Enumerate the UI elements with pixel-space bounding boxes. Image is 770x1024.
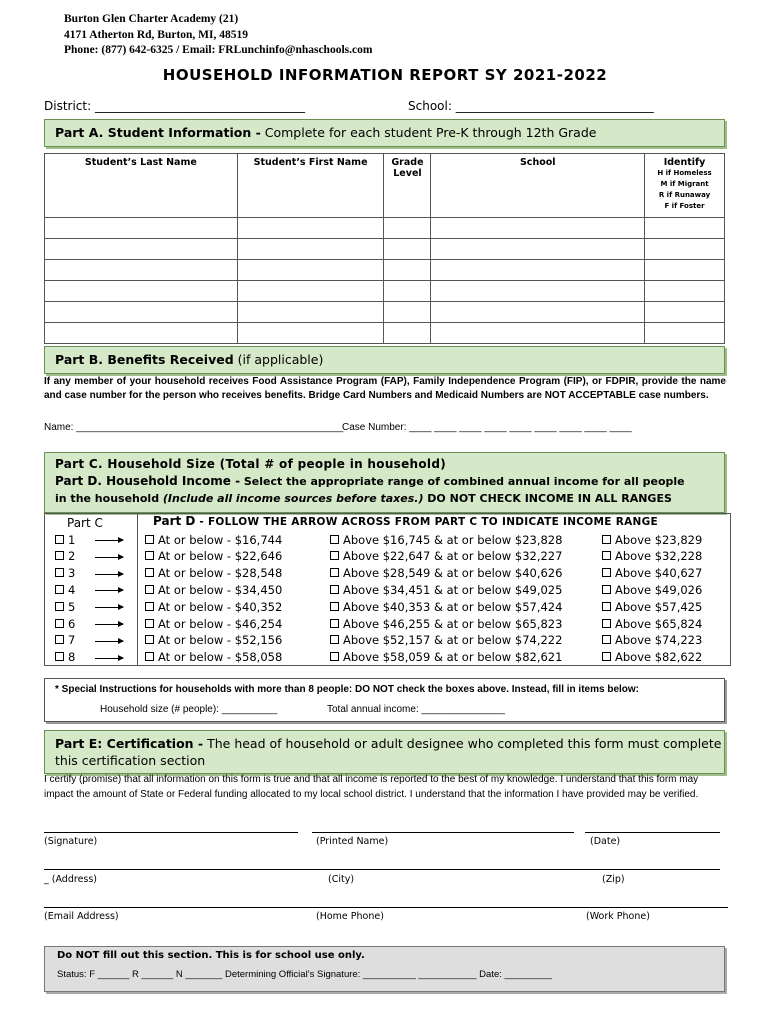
checkbox[interactable] [330,635,339,644]
arrow-right-icon [95,590,123,591]
part-c-title: Part C. Household Size (Total # of people in household) [55,457,447,471]
checkbox[interactable] [330,652,339,661]
case-number-field[interactable]: Case Number: ____ ____ ____ ____ ____ ____ ____ ____ ____ [342,422,632,433]
checkbox[interactable] [330,535,339,544]
arrow-right-icon [95,624,123,625]
household-size-option[interactable]: 3 [55,565,75,582]
part-cd-header [44,452,725,513]
address-field[interactable]: _ (Address) [44,874,98,885]
table-row[interactable] [45,239,725,260]
part-e-header [44,730,725,774]
part-e-subtitle: The head of household or adult designee who completed this form must complete this certification section [55,736,722,768]
checkbox[interactable] [330,568,339,577]
part-d-instruction: in the household (Include all income sources before taxes.) DO NOT CHECK INCOME IN ALL RANGES [55,492,672,505]
income-range-high[interactable]: Above $23,829 [602,532,702,549]
checkbox[interactable] [330,619,339,628]
household-size-option[interactable]: 8 [55,649,75,666]
signature-field[interactable]: (Signature) [44,836,98,847]
income-range-low[interactable]: At or below - $22,646 [145,548,282,565]
income-range-high[interactable]: Above $40,627 [602,565,702,582]
certification-text: I certify (promise) that all information on this form is true and that all income is reported to the best of my knowledge. I understand that this form may impact the amount of State or Federal funding allocated to my local school district. I understand that the information I have provided may be verified. [44,774,699,800]
checkbox[interactable] [602,619,611,628]
part-d-title: Part D. Household Income - Select the appropriate range of combined annual income for all people [55,474,685,488]
col-first-name: Student’s First Name [237,154,384,218]
checkbox[interactable] [145,551,154,560]
total-income-field[interactable]: Total annual income: _______________ [327,704,505,715]
table-row[interactable] [45,323,725,344]
table-row[interactable] [45,218,725,239]
income-range-mid[interactable]: Above $52,157 & at or below $74,222 [330,632,562,649]
identify-code-r: R if Runaway [658,191,711,199]
checkbox[interactable] [602,551,611,560]
checkbox[interactable] [602,635,611,644]
checkbox[interactable] [330,551,339,560]
table-row[interactable] [45,260,725,281]
income-range-low[interactable]: At or below - $46,254 [145,616,282,633]
col-school: School [431,154,645,218]
part-b-header [44,346,725,374]
income-range-low[interactable]: At or below - $40,352 [145,599,282,616]
work-phone-field[interactable]: (Work Phone) [586,911,650,922]
email-field[interactable]: (Email Address) [44,911,119,922]
checkbox[interactable] [145,619,154,628]
school-contact: Phone: (877) 642-6325 / Email: FRLunchinfo@nhaschools.com [64,44,373,56]
home-phone-field[interactable]: (Home Phone) [316,911,384,922]
household-size-option[interactable]: 7 [55,632,75,649]
identify-code-m: M if Migrant [660,180,709,188]
part-c-column-header: Part C [67,516,103,530]
part-b-subtitle: (if applicable) [233,352,324,367]
income-range-mid[interactable]: Above $34,451 & at or below $49,025 [330,582,562,599]
date-field[interactable]: (Date) [590,836,621,847]
city-field[interactable]: (City) [328,874,355,885]
household-size-option[interactable]: 6 [55,616,75,633]
checkbox[interactable] [330,602,339,611]
special-instructions-text: * Special Instructions for households with more than 8 people: DO NOT check the boxes above. Instead, fill in items below: [55,684,639,695]
school-use-box [44,946,725,992]
income-range-mid[interactable]: Above $40,353 & at or below $57,424 [330,599,562,616]
identify-code-f: F if Foster [664,202,705,210]
income-range-high[interactable]: Above $49,026 [602,582,702,599]
arrow-right-icon [95,641,123,642]
income-range-high[interactable]: Above $74,223 [602,632,702,649]
checkbox[interactable] [145,585,154,594]
school-address: 4171 Atherton Rd, Burton, MI, 48519 [64,29,249,41]
income-range-mid[interactable]: Above $46,255 & at or below $65,823 [330,616,562,633]
checkbox[interactable] [55,635,64,644]
special-instructions-box [44,678,725,722]
income-range-low[interactable]: At or below - $58,058 [145,649,282,666]
checkbox[interactable] [602,535,611,544]
checkbox[interactable] [145,602,154,611]
benefits-name-field[interactable]: Name: ________________________________________________ [44,422,344,433]
col-grade-level: Grade Level [384,154,431,218]
income-range-mid[interactable]: Above $58,059 & at or below $82,621 [330,649,562,666]
col-identify: Identify H if Homeless M if Migrant R if Runaway F if Foster [645,154,725,218]
household-size-field[interactable]: Household size (# people): __________ [100,704,278,715]
checkbox[interactable] [145,635,154,644]
income-range-mid[interactable]: Above $22,647 & at or below $32,227 [330,548,562,565]
checkbox[interactable] [145,652,154,661]
arrow-right-icon [95,574,123,575]
school-use-status-line: Status: F ______ R ______ N _______ Determining Official’s Signature: __________ ___________ Date: _________ [57,969,553,980]
checkbox[interactable] [55,568,64,577]
household-size-option[interactable]: 1 [55,532,75,549]
zip-field[interactable]: (Zip) [602,874,625,885]
district-field[interactable]: District: ___________________________________ [44,99,305,113]
checkbox[interactable] [55,652,64,661]
income-range-mid[interactable]: Above $16,745 & at or below $23,828 [330,532,562,549]
part-a-subtitle: Complete for each student Pre-K through 12th Grade [260,125,597,140]
income-range-high[interactable]: Above $32,228 [602,548,702,565]
checkbox[interactable] [55,535,64,544]
checkbox[interactable] [602,652,611,661]
checkbox[interactable] [145,535,154,544]
printed-name-field[interactable]: (Printed Name) [316,836,389,847]
part-d-column-header: Part D - FOLLOW THE ARROW ACROSS FROM PART C TO INDICATE INCOME RANGE [153,514,659,528]
checkbox[interactable] [602,585,611,594]
table-row[interactable] [45,302,725,323]
income-table [44,513,731,666]
household-size-option[interactable]: 2 [55,548,75,565]
checkbox[interactable] [55,585,64,594]
page-title: HOUSEHOLD INFORMATION REPORT SY 2021-2022 [162,66,608,84]
part-a-title: Part A. Student Information - [55,125,261,140]
table-row[interactable] [45,281,725,302]
income-range-mid[interactable]: Above $28,549 & at or below $40,626 [330,565,562,582]
col-last-name: Student’s Last Name [45,154,238,218]
arrow-right-icon [95,540,123,541]
school-name: Burton Glen Charter Academy (21) [64,13,239,25]
student-table-header [45,154,725,218]
income-range-low[interactable]: At or below - $52,156 [145,632,282,649]
checkbox[interactable] [55,619,64,628]
arrow-right-icon [95,658,123,659]
part-b-instructions: If any member of your household receives Food Assistance Program (FAP), Family Independence Program (FIP), or FDPIR, provide the name and case number for the person who receives benefits. Bridge Card Numbers and Medicaid Numbers are NOT ACCEPTABLE case numbers. [44,376,726,401]
part-e-title: Part E: Certification - [55,736,204,751]
student-table [44,153,725,344]
identify-code-h: H if Homeless [657,169,712,177]
checkbox[interactable] [145,568,154,577]
checkbox[interactable] [602,568,611,577]
income-range-low[interactable]: At or below - $34,450 [145,582,282,599]
school-use-heading: Do NOT fill out this section. This is for school use only. [57,950,365,961]
checkbox[interactable] [602,602,611,611]
arrow-right-icon [95,607,123,608]
income-range-high[interactable]: Above $65,824 [602,616,702,633]
part-b-title: Part B. Benefits Received [55,352,234,367]
income-range-low[interactable]: At or below - $16,744 [145,532,282,549]
household-size-option[interactable]: 4 [55,582,75,599]
school-field[interactable]: School: _________________________________ [408,99,654,113]
checkbox[interactable] [55,602,64,611]
income-range-high[interactable]: Above $57,425 [602,599,702,616]
checkbox[interactable] [55,551,64,560]
arrow-right-icon [95,557,123,558]
income-range-low[interactable]: At or below - $28,548 [145,565,282,582]
household-size-option[interactable]: 5 [55,599,75,616]
income-range-high[interactable]: Above $82,622 [602,649,702,666]
part-a-header [44,119,725,147]
checkbox[interactable] [330,585,339,594]
